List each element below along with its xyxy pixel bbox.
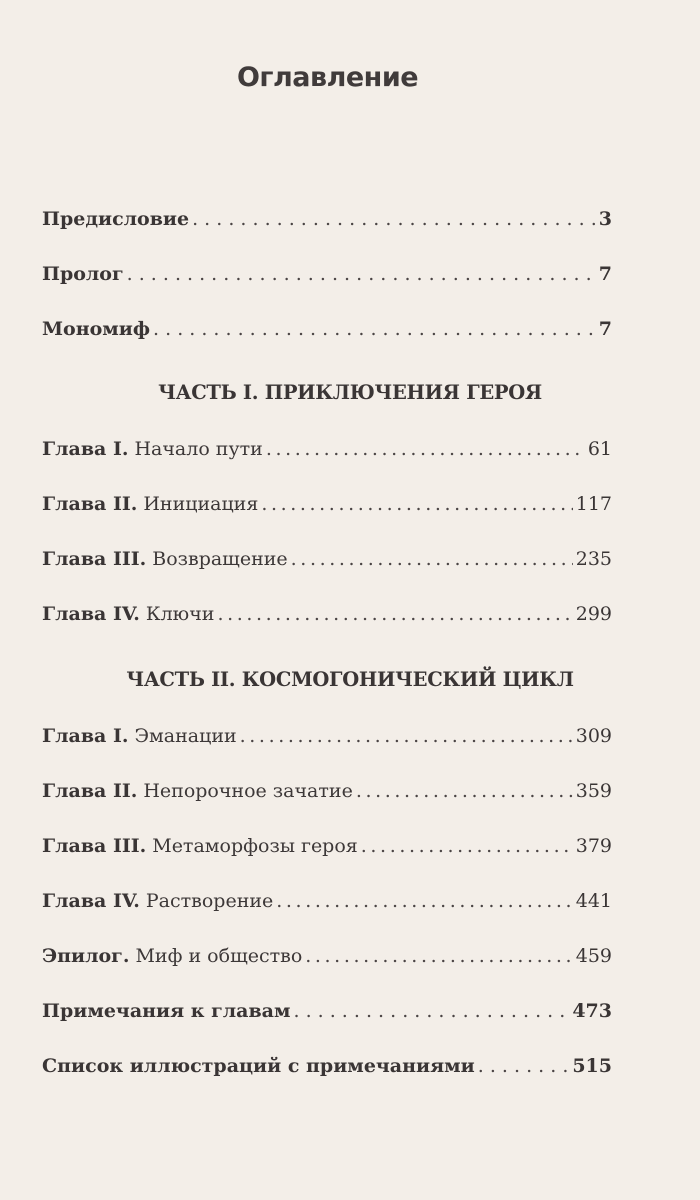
page-number: 379 bbox=[575, 835, 612, 857]
dot-leader bbox=[153, 317, 596, 341]
chapter-title: Метаморфозы героя bbox=[152, 835, 358, 857]
part-heading: ЧАСТЬ II. КОСМОГОНИЧЕСКИЙ ЦИКЛ bbox=[126, 668, 574, 691]
entry-label: Список иллюстраций с примечаниями bbox=[42, 1055, 475, 1077]
dot-leader bbox=[291, 547, 573, 571]
chapter-prefix: Глава II. bbox=[42, 493, 138, 515]
dot-leader bbox=[478, 1054, 570, 1078]
page-number: 515 bbox=[572, 1055, 612, 1077]
chapter-title: Непорочное зачатие bbox=[143, 780, 353, 802]
entry-label: Пролог bbox=[42, 263, 124, 285]
page-number: 309 bbox=[575, 725, 612, 747]
dot-leader bbox=[266, 437, 585, 461]
page-number: 441 bbox=[575, 890, 612, 912]
page-number: 359 bbox=[575, 780, 612, 802]
part-heading: ЧАСТЬ I. ПРИКЛЮЧЕНИЯ ГЕРОЯ bbox=[158, 381, 542, 404]
chapter-prefix: Глава IV. bbox=[42, 890, 140, 912]
chapter-title: Эманации bbox=[134, 725, 237, 747]
toc-entry-chapter[interactable] bbox=[42, 492, 612, 516]
toc-entry-epilogue[interactable] bbox=[42, 944, 612, 968]
toc-entry-chapter[interactable] bbox=[42, 602, 612, 626]
chapter-prefix: Глава IV. bbox=[42, 603, 140, 625]
dot-leader bbox=[293, 999, 569, 1023]
toc-entry-chapter[interactable] bbox=[42, 834, 612, 858]
entry-label: Предисловие bbox=[42, 208, 190, 230]
dot-leader bbox=[261, 492, 572, 516]
chapter-title: Ключи bbox=[145, 603, 215, 625]
toc-entry-prologue[interactable] bbox=[42, 262, 612, 286]
dot-leader bbox=[217, 602, 572, 626]
dot-leader bbox=[192, 207, 596, 231]
page-title: Оглавление bbox=[236, 62, 419, 93]
page-number: 3 bbox=[598, 208, 612, 230]
entry-label: Мономиф bbox=[42, 318, 151, 340]
page-number: 459 bbox=[575, 945, 612, 967]
page-number: 299 bbox=[575, 603, 612, 625]
dot-leader bbox=[356, 779, 573, 803]
page-number: 7 bbox=[598, 263, 612, 285]
toc-entry-chapter[interactable] bbox=[42, 779, 612, 803]
page-number: 7 bbox=[598, 318, 612, 340]
page-number: 61 bbox=[587, 438, 612, 460]
toc-entry-chapter[interactable] bbox=[42, 724, 612, 748]
toc-entry-preface[interactable] bbox=[42, 207, 612, 231]
toc-entry-monomyth[interactable] bbox=[42, 317, 612, 341]
chapter-title: Начало пути bbox=[134, 438, 263, 460]
dot-leader bbox=[127, 262, 596, 286]
chapter-title: Возвращение bbox=[152, 548, 288, 570]
dot-leader bbox=[305, 944, 572, 968]
page-number: 473 bbox=[572, 1000, 612, 1022]
chapter-prefix: Глава II. bbox=[42, 780, 138, 802]
toc-entry-chapter[interactable] bbox=[42, 547, 612, 571]
page-number: 235 bbox=[575, 548, 612, 570]
toc-entry-chapter[interactable] bbox=[42, 889, 612, 913]
entry-label: Примечания к главам bbox=[42, 1000, 291, 1022]
chapter-prefix: Глава I. bbox=[42, 438, 129, 460]
chapter-title: Миф и общество bbox=[135, 945, 303, 967]
dot-leader bbox=[361, 834, 573, 858]
chapter-prefix: Глава III. bbox=[42, 548, 147, 570]
chapter-prefix: Глава III. bbox=[42, 835, 147, 857]
dot-leader bbox=[276, 889, 572, 913]
toc-entry-chapter-notes[interactable] bbox=[42, 999, 612, 1023]
chapter-prefix: Эпилог. bbox=[42, 945, 130, 967]
toc-entry-illustrations[interactable] bbox=[42, 1054, 612, 1078]
chapter-prefix: Глава I. bbox=[42, 725, 129, 747]
chapter-title: Растворение bbox=[145, 890, 274, 912]
chapter-title: Инициация bbox=[143, 493, 259, 515]
toc-entry-chapter[interactable] bbox=[42, 437, 612, 461]
dot-leader bbox=[240, 724, 573, 748]
page-number: 117 bbox=[575, 493, 612, 515]
